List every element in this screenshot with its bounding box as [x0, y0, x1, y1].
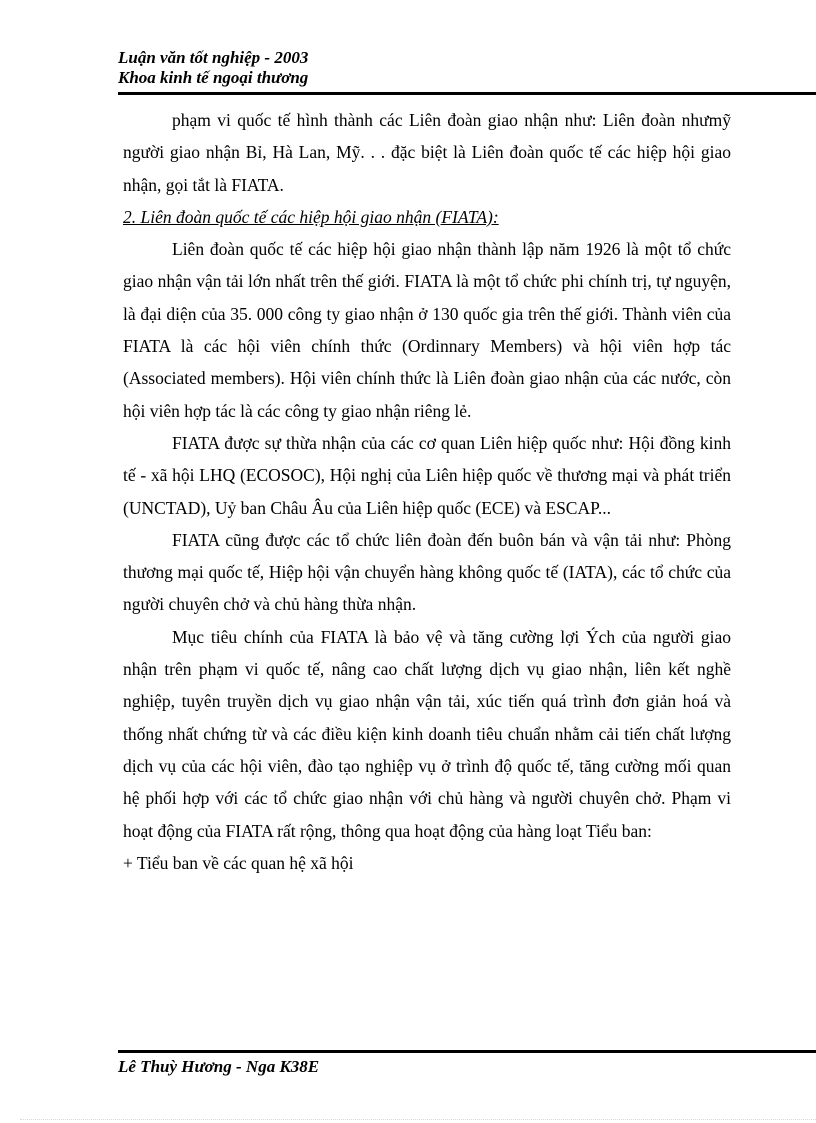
section-heading: 2. Liên đoàn quốc tế các hiệp hội giao nhận (FIATA):: [123, 206, 499, 227]
footer-author: Lê Thuỳ Hương - Nga K38E: [118, 1057, 320, 1076]
document-body: [123, 104, 731, 879]
page-header: [118, 48, 816, 88]
footer-divider: [118, 1050, 816, 1053]
list-item-subcommittee: + Tiểu ban về các quan hệ xã hội: [123, 852, 354, 873]
paragraph-trade-recognition: FIATA cũng được các tổ chức liên đoàn đến buôn bán và vận tải như: Phòng thương mại quốc tế, Hiệp hội vận chuyển hàng không quốc tế (IATA), các tổ chức của người chuyên chở và chủ hàng thừa nhận.: [123, 529, 731, 615]
paragraph-fiata-intro: Liên đoàn quốc tế các hiệp hội giao nhận thành lập năm 1926 là một tổ chức giao nhận vận tải lớn nhất trên thế giới. FIATA là một tổ chức phi chính trị, tự nguyện, là đại diện của 35. 000 công ty giao nhận ở 130 quốc gia trên thế giới. Thành viên của FIATA là các hội viên chính thức (Ordinnary Members) và hội viên hợp tác (Associated members). Hội viên chính thức là Liên đoàn giao nhận của các nước, còn hội viên hợp tác là các công ty giao nhận riêng lẻ.: [123, 239, 731, 421]
header-faculty: Khoa kinh tế ngoại thương: [118, 68, 309, 87]
paragraph-un-recognition: FIATA được sự thừa nhận của các cơ quan Liên hiệp quốc như: Hội đồng kinh tế - xã hội LHQ (ECOSOC), Hội nghị của Liên hiệp quốc về thương mại và phát triển (UNCTAD), Uỷ ban Châu Âu của Liên hiệp quốc (ECE) và ESCAP...: [123, 432, 731, 518]
header-divider: [118, 92, 816, 95]
paragraph-objectives: Mục tiêu chính của FIATA là bảo vệ và tăng cường lợi Ých của người giao nhận trên phạm vi quốc tế, nâng cao chất lượng dịch vụ giao nhận, liên kết nghề nghiệp, tuyên truyền dịch vụ giao nhận vận tải, xúc tiến quá trình đơn giản hoá và thống nhất chứng từ và các điều kiện kinh doanh tiêu chuẩn nhằm cải tiến chất lượng dịch vụ của các hội viên, đào tạo nghiệp vụ ở trình độ quốc tế, tăng cường mối quan hệ phối hợp với các tổ chức giao nhận với chủ hàng và người chuyên chở. Phạm vi hoạt động của FIATA rất rộng, thông qua hoạt động của hàng loạt Tiểu ban:: [123, 626, 731, 841]
paragraph-continuation: phạm vi quốc tế hình thành các Liên đoàn giao nhận như: Liên đoàn nhưmỹ người giao nhận Bỉ, Hà Lan, Mỹ. . . đặc biệt là Liên đoàn quốc tế các hiệp hội giao nhận, gọi tắt là FIATA.: [123, 110, 731, 195]
header-thesis-title: Luận văn tốt nghiệp - 2003: [118, 48, 309, 67]
page-bottom-edge: [20, 1119, 816, 1120]
